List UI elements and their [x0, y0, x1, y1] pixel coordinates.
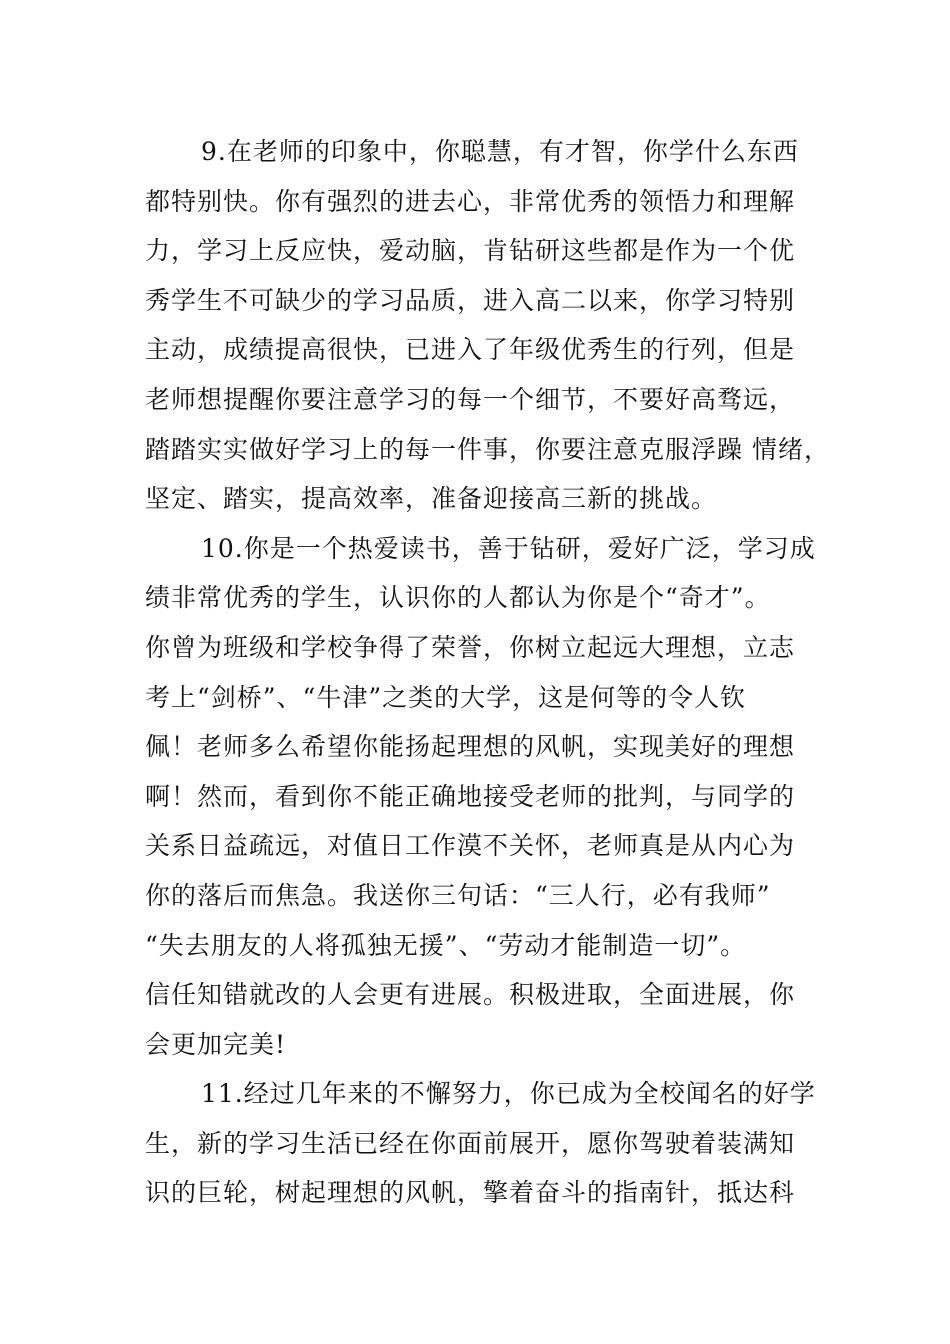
text-line: 关系日益疏远，对值日工作漠不关怀，老师真是从内心为: [145, 831, 796, 861]
document-body: [145, 127, 835, 1218]
text-line: 信任知错就改的人会更有进展。积极进取，全面进展，你: [145, 980, 796, 1010]
text-line: 会更加完美!: [145, 1029, 287, 1059]
text-line: 你曾为班级和学校争得了荣誉，你树立起远大理想，立志: [145, 632, 796, 662]
text-line: 10.你是一个热爱读书，善于钻研，爱好广泛，学习成: [201, 533, 816, 563]
text-line: 啊！然而，看到你不能正确地接受老师的批判，与同学的: [145, 781, 796, 811]
text-line: 力，学习上反应快，爱动脑，肯钻研这些都是作为一个优: [145, 236, 796, 266]
text-line: 主动，成绩提高很快，已进入了年级优秀生的行列，但是: [145, 335, 796, 365]
text-line: 9.在老师的印象中，你聪慧，有才智，你学什么东西: [201, 137, 799, 166]
text-line: 11.经过几年来的不懈努力，你已成为全校闻名的好学: [201, 1079, 816, 1109]
text-line: 绩非常优秀的学生，认识你的人都认为你是个“奇才”。: [145, 583, 771, 613]
text-line: “失去朋友的人将孤独无援”、“劳动才能制造一切”。: [145, 930, 747, 960]
text-line: 老师想提醒你要注意学习的每一个细节，不要好高骛远，: [145, 384, 796, 414]
text-line: 踏踏实实做好学习上的每一件事，你要注意克服浮躁 情绪，: [145, 434, 830, 464]
text-line: 考上“剑桥”、“牛津”之类的大学，这是何等的令人钦: [145, 682, 747, 712]
text-line: 坚定、踏实，提高效率，准备迎接高三新的挑战。: [145, 484, 718, 514]
paragraph-11: [145, 1069, 835, 1218]
paragraph-9: [145, 127, 835, 524]
text-line: 都特别快。你有强烈的进去心，非常优秀的领悟力和理解: [145, 186, 796, 216]
text-line: 生，新的学习生活已经在你面前展开，愿你驾驶着装满知: [145, 1128, 796, 1158]
text-line: 你的落后而焦急。我送你三句话：“三人行，必有我师”: [145, 880, 771, 910]
text-line: 佩！老师多么希望你能扬起理想的风帆，实现美好的理想: [145, 732, 796, 762]
text-line: 秀学生不可缺少的学习品质，进入高二以来，你学习特别: [145, 285, 796, 315]
paragraph-10: [145, 524, 835, 1070]
text-line: 识的巨轮，树起理想的风帆，擎着奋斗的指南针，抵达科: [145, 1178, 796, 1208]
